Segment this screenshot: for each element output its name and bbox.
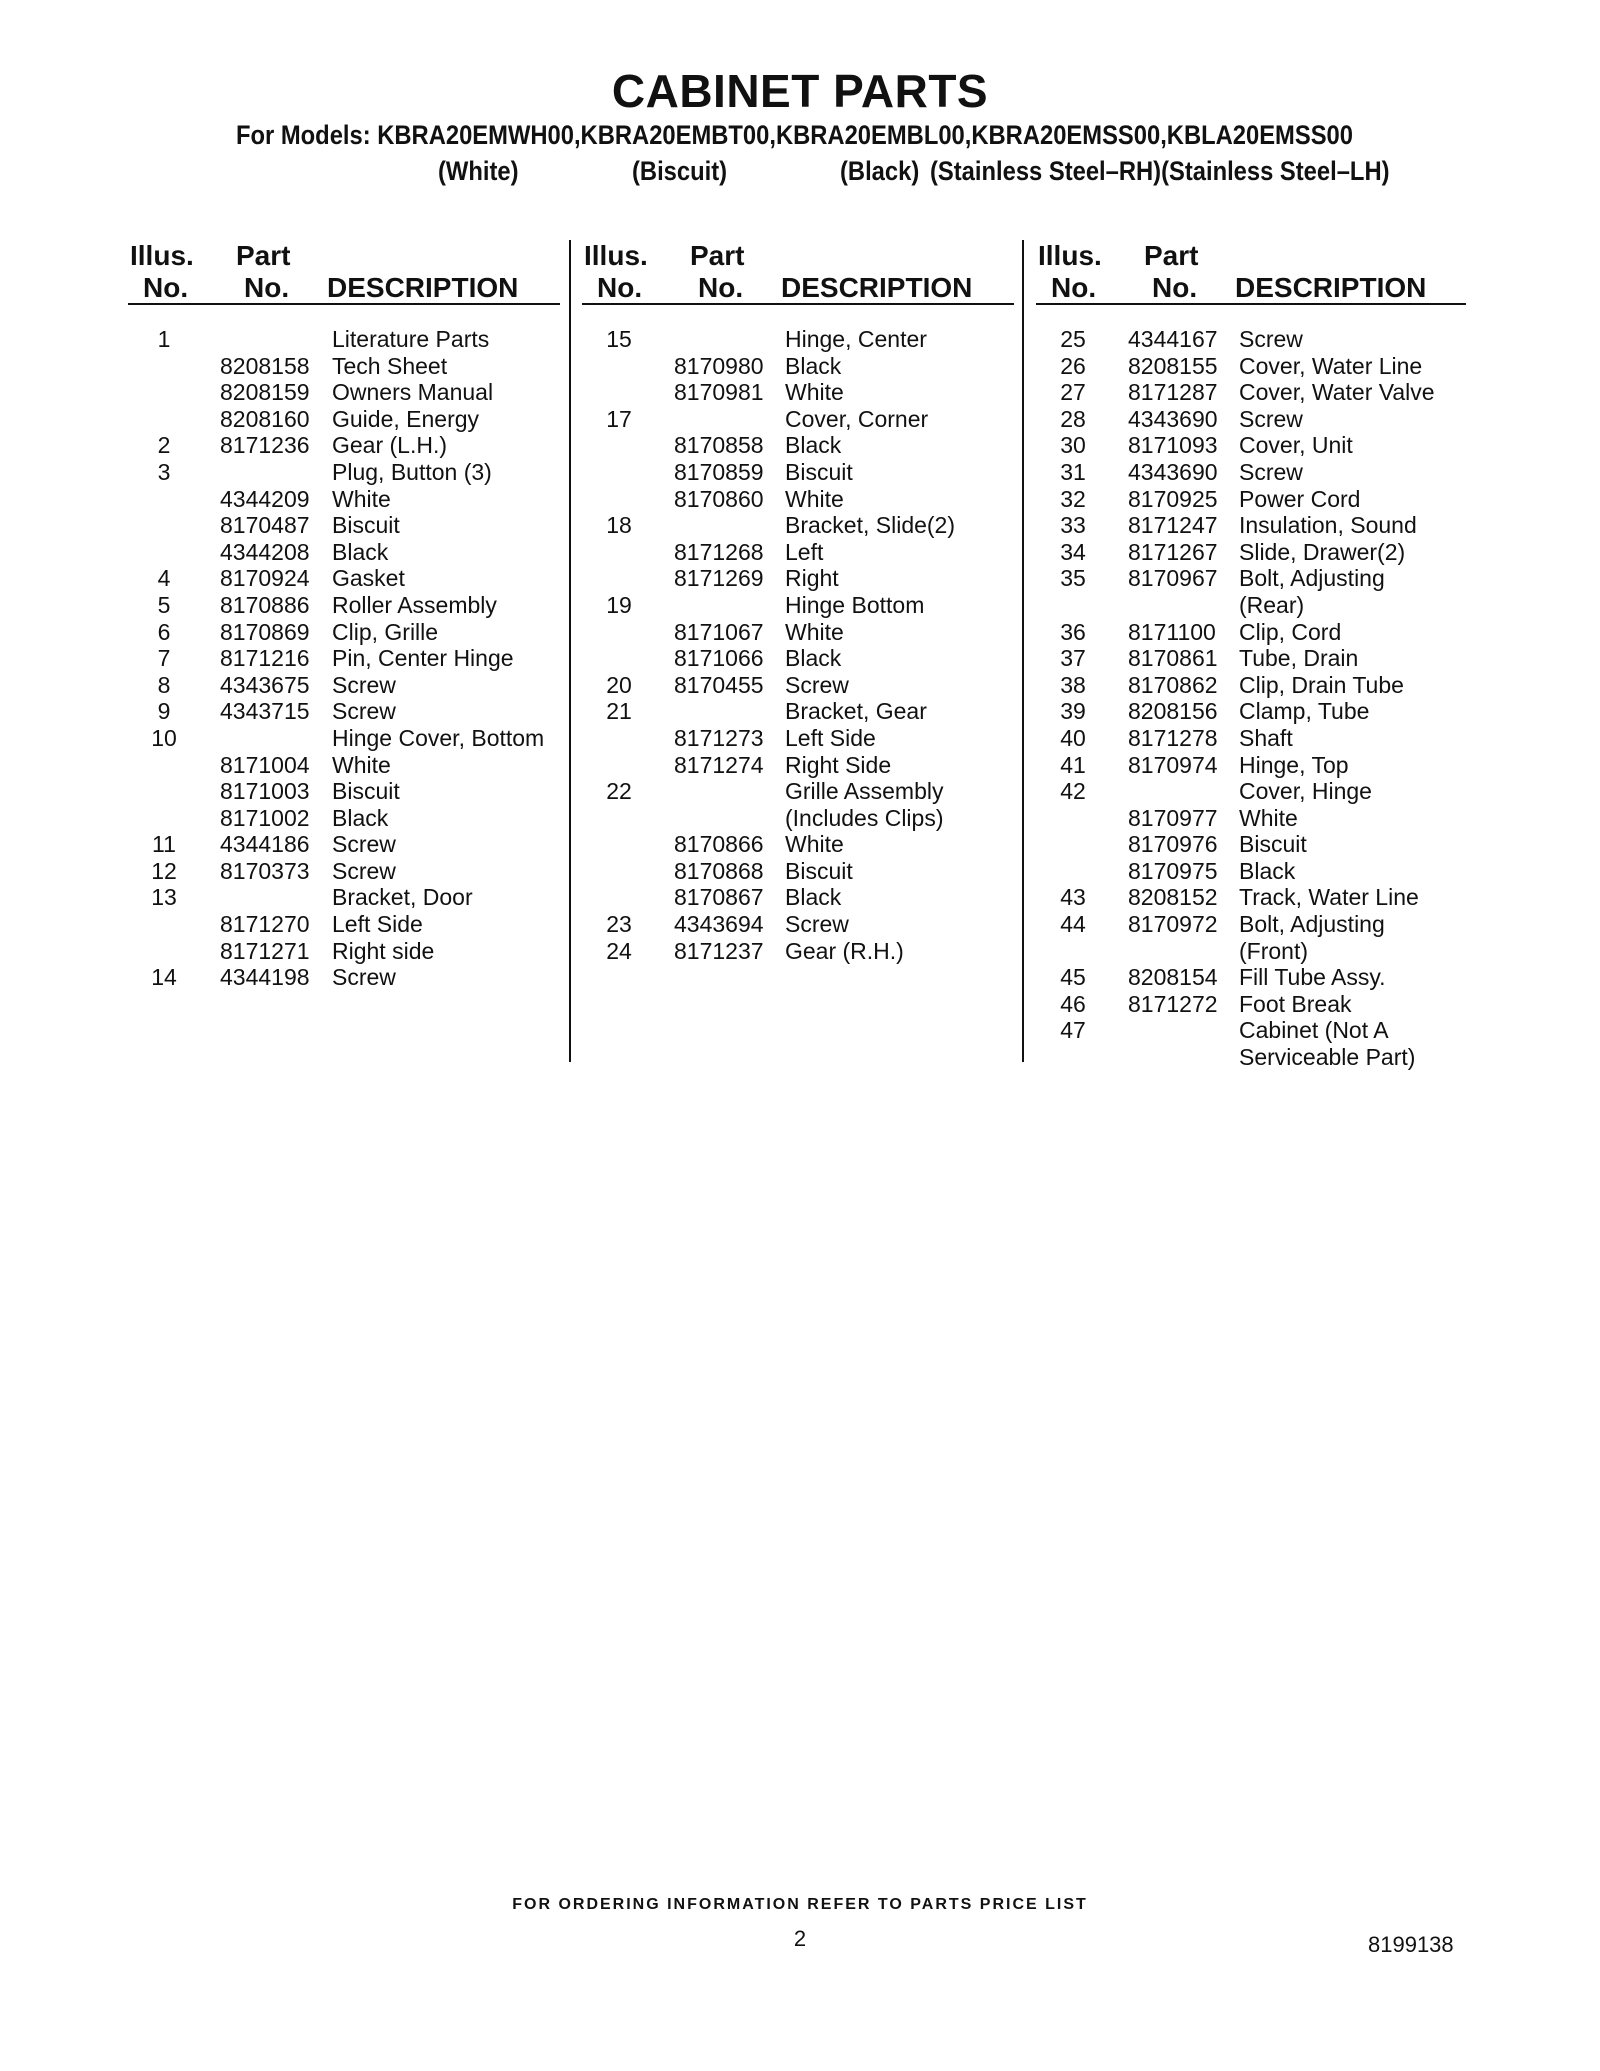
part-no: 8171004 [220, 751, 310, 778]
part-no: 8171003 [220, 778, 310, 805]
parts-row [0, 379, 1480, 406]
part-no: 8170860 [674, 485, 764, 512]
part-no: 8171067 [674, 618, 764, 645]
header-rule [128, 303, 560, 305]
part-no: 8171278 [1128, 724, 1218, 751]
illus-no: 45 [1060, 964, 1086, 991]
part-no: 8171267 [1128, 538, 1218, 565]
part-no: 8170972 [1128, 911, 1218, 938]
part-no: 8170925 [1128, 485, 1218, 512]
illus-no: 21 [606, 698, 632, 725]
parts-row [0, 1017, 1480, 1044]
description: Biscuit [1239, 831, 1307, 858]
description: Owners Manual [332, 379, 494, 406]
variant-white: (White) [438, 156, 519, 186]
description: Screw [1239, 458, 1303, 485]
illus-no: 43 [1060, 884, 1086, 911]
parts-row [0, 539, 1480, 566]
model-variants [0, 156, 1600, 190]
illus-no-header: No. [1051, 272, 1097, 303]
description: Right [785, 565, 839, 592]
header-rule [1036, 303, 1466, 305]
parts-row [0, 619, 1480, 646]
part-no: 4343694 [674, 911, 764, 938]
part-no: 8208152 [1128, 884, 1218, 911]
parts-row [0, 884, 1480, 911]
parts-row [0, 938, 1480, 965]
illus-no: 22 [606, 778, 632, 805]
part-no: 8208155 [1128, 352, 1218, 379]
part-no: 8170867 [674, 884, 764, 911]
description: (Includes Clips) [785, 804, 944, 831]
part-no: 4344209 [220, 485, 310, 512]
illus-no: 20 [606, 671, 632, 698]
illus-no: 41 [1060, 751, 1086, 778]
description: Screw [332, 964, 396, 991]
part-no: 8170977 [1128, 804, 1218, 831]
part-no: 8170859 [674, 458, 764, 485]
description: Literature Parts [332, 326, 490, 352]
part-no: 8170858 [674, 432, 764, 459]
illus-no: 12 [151, 857, 177, 884]
part-no: 8171270 [220, 911, 310, 938]
illus-no: 10 [151, 724, 177, 751]
description: Bolt, Adjusting [1239, 911, 1385, 938]
description: Clip, Cord [1239, 618, 1342, 645]
document-number: 8199138 [1368, 1932, 1454, 1957]
part-no: 8170886 [220, 591, 310, 618]
description: White [332, 485, 391, 512]
description: Slide, Drawer(2) [1239, 538, 1406, 565]
part-no: 8171274 [674, 751, 764, 778]
ordering-note: FOR ORDERING INFORMATION REFER TO PARTS PRICE LIST [512, 1896, 1088, 1913]
parts-row [0, 991, 1480, 1018]
description: White [785, 831, 844, 858]
parts-row [0, 353, 1480, 380]
illus-no: 1 [157, 326, 171, 352]
illus-no: 46 [1060, 990, 1086, 1017]
variant-biscuit: (Biscuit) [632, 156, 728, 186]
description: Hinge Cover, Bottom [332, 724, 545, 751]
description: Biscuit [785, 857, 853, 884]
description: Screw [332, 831, 396, 858]
part-no: 4343690 [1128, 405, 1218, 432]
part-no: 8171236 [220, 432, 310, 459]
part-no: 4344208 [220, 538, 310, 565]
part-no: 8171287 [1128, 379, 1218, 406]
illus-no: 19 [606, 591, 632, 618]
part-no: 8171002 [220, 804, 310, 831]
illus-no: 26 [1060, 352, 1086, 379]
illus-no: 4 [157, 565, 171, 592]
description: Biscuit [332, 512, 400, 539]
parts-column-3 [0, 326, 1480, 1071]
description: Tech Sheet [332, 352, 448, 379]
part-no: 8171271 [220, 937, 310, 964]
description: Screw [785, 911, 849, 938]
description: Right side [332, 937, 435, 964]
parts-row [0, 326, 1480, 353]
description: Hinge, Center [785, 326, 927, 352]
description: Plug, Button (3) [332, 458, 492, 485]
parts-row [0, 911, 1480, 938]
description: Roller Assembly [332, 591, 497, 618]
illus-no: 13 [151, 884, 177, 911]
description: Cover, Water Valve [1239, 379, 1435, 406]
part-no-header: No. [1152, 272, 1198, 303]
description: White [785, 379, 844, 406]
illus-no: 35 [1060, 565, 1086, 592]
part-no: 8171272 [1128, 990, 1218, 1017]
illus-no: 7 [157, 645, 171, 672]
parts-row [0, 645, 1480, 672]
illus-no-header: No. [597, 272, 643, 303]
illus-no: 27 [1060, 379, 1086, 406]
part-no: 8171066 [674, 645, 764, 672]
part-no: 8208159 [220, 379, 310, 406]
header-rule [582, 303, 1014, 305]
part-no: 8171237 [674, 937, 764, 964]
parts-row [0, 752, 1480, 779]
part-no: 8171100 [1128, 618, 1216, 645]
description: Bracket, Door [332, 884, 473, 911]
description: Screw [332, 698, 396, 725]
description: Black [785, 352, 842, 379]
description: Gear (R.H.) [785, 937, 904, 964]
description: Tube, Drain [1239, 645, 1359, 672]
part-no: 8170974 [1128, 751, 1218, 778]
illus-no: 40 [1060, 724, 1086, 751]
part-no: 4343675 [220, 671, 310, 698]
description: Fill Tube Assy. [1239, 964, 1386, 991]
parts-row [0, 858, 1480, 885]
part-no: 8170455 [674, 671, 764, 698]
description: Screw [785, 671, 849, 698]
part-no: 8170487 [220, 512, 310, 539]
description: Shaft [1239, 724, 1293, 751]
part-no: 8170868 [674, 857, 764, 884]
illus-no: 8 [157, 671, 171, 698]
illus-header: Illus. [584, 240, 648, 271]
part-no: 4344167 [1128, 326, 1218, 352]
part-no: 8170373 [220, 857, 310, 884]
illus-no: 37 [1060, 645, 1086, 672]
description: White [1239, 804, 1298, 831]
description: Bolt, Adjusting [1239, 565, 1385, 592]
description: Black [332, 538, 389, 565]
illus-no: 17 [606, 405, 632, 432]
part-no: 4343690 [1128, 458, 1218, 485]
parts-row [0, 592, 1480, 619]
parts-row [0, 512, 1480, 539]
part-header: Part [236, 240, 291, 271]
variant-black: (Black) [840, 156, 920, 186]
parts-row [0, 778, 1480, 805]
description: Hinge, Top [1239, 751, 1349, 778]
illus-no: 42 [1060, 778, 1086, 805]
part-no-header: No. [244, 272, 290, 303]
page-title: CABINET PARTS [611, 65, 989, 117]
description-header: DESCRIPTION [327, 272, 519, 303]
description: Cover, Corner [785, 405, 929, 432]
part-no: 4343715 [220, 698, 310, 725]
part-no: 8171273 [674, 724, 764, 751]
description: White [785, 618, 844, 645]
illus-no: 39 [1060, 698, 1086, 725]
description: Gasket [332, 565, 405, 592]
description: (Front) [1239, 937, 1308, 964]
parts-row [0, 565, 1480, 592]
part-no: 8208156 [1128, 698, 1218, 725]
description: Cover, Hinge [1239, 778, 1372, 805]
illus-header: Illus. [1038, 240, 1102, 271]
description-header: DESCRIPTION [1235, 272, 1427, 303]
description: Clamp, Tube [1239, 698, 1370, 725]
part-header: Part [690, 240, 745, 271]
description: Screw [1239, 326, 1303, 352]
part-no: 8170981 [674, 379, 764, 406]
part-no: 8170924 [220, 565, 310, 592]
illus-no: 14 [151, 964, 177, 991]
description: Screw [332, 857, 396, 884]
description: Track, Water Line [1239, 884, 1419, 911]
part-no: 4344186 [220, 831, 310, 858]
part-no: 8171247 [1128, 512, 1218, 539]
description: Black [785, 645, 842, 672]
illus-no: 5 [157, 591, 171, 618]
part-no: 8171269 [674, 565, 764, 592]
illus-no: 47 [1060, 1017, 1086, 1044]
illus-no: 2 [157, 432, 171, 459]
parts-row [0, 1044, 1480, 1071]
parts-row [0, 725, 1480, 752]
illus-no: 31 [1060, 458, 1086, 485]
description: Gear (L.H.) [332, 432, 448, 459]
parts-row [0, 805, 1480, 832]
description: Grille Assembly [785, 778, 944, 805]
description: Black [332, 804, 389, 831]
illus-no: 38 [1060, 671, 1086, 698]
illus-no: 36 [1060, 618, 1086, 645]
variant-stainless: (Stainless Steel–RH)(Stainless Steel–LH) [930, 156, 1390, 186]
description: Cover, Water Line [1239, 352, 1423, 379]
illus-no: 18 [606, 512, 632, 539]
part-no: 8170967 [1128, 565, 1218, 592]
illus-no: 6 [157, 618, 171, 645]
description: Guide, Energy [332, 405, 480, 432]
illus-no: 28 [1060, 405, 1086, 432]
parts-row [0, 831, 1480, 858]
illus-no: 34 [1060, 538, 1086, 565]
part-no: 8171093 [1128, 432, 1218, 459]
parts-row [0, 672, 1480, 699]
description: Right Side [785, 751, 892, 778]
description: Bracket, Gear [785, 698, 927, 725]
illus-no: 24 [606, 937, 632, 964]
description: Cabinet (Not A [1239, 1017, 1389, 1044]
description: Screw [1239, 405, 1303, 432]
parts-row [0, 459, 1480, 486]
part-no: 8208160 [220, 405, 310, 432]
part-header: Part [1144, 240, 1199, 271]
description: Black [785, 884, 842, 911]
part-no: 8208158 [220, 352, 310, 379]
part-no-header: No. [698, 272, 744, 303]
description: (Rear) [1239, 591, 1305, 618]
part-no: 8170975 [1128, 857, 1218, 884]
description: Black [785, 432, 842, 459]
description: Pin, Center Hinge [332, 645, 514, 672]
description: Black [1239, 857, 1296, 884]
part-no: 8171268 [674, 538, 764, 565]
part-no: 8170980 [674, 352, 764, 379]
description: Left [785, 538, 824, 565]
illus-no: 15 [606, 326, 632, 352]
part-no: 8208154 [1128, 964, 1218, 991]
part-no: 4344198 [220, 964, 310, 991]
description: Left Side [785, 724, 876, 751]
description: White [785, 485, 844, 512]
description: Insulation, Sound [1239, 512, 1417, 539]
part-no: 8170866 [674, 831, 764, 858]
part-no: 8170861 [1128, 645, 1218, 672]
illus-no: 11 [152, 831, 176, 858]
description: Hinge Bottom [785, 591, 925, 618]
illus-no: 33 [1060, 512, 1086, 539]
models-line: For Models: KBRA20EMWH00,KBRA20EMBT00,KBRA20EMBL00,KBRA20EMSS00,KBLA20EMSS00 [236, 120, 1353, 150]
illus-no: 30 [1060, 432, 1086, 459]
description: Clip, Grille [332, 618, 439, 645]
description: Biscuit [785, 458, 853, 485]
description: Power Cord [1239, 485, 1361, 512]
part-no: 8170976 [1128, 831, 1218, 858]
illus-no: 9 [157, 698, 171, 725]
illus-no: 32 [1060, 485, 1086, 512]
part-no: 8170862 [1128, 671, 1218, 698]
description-header: DESCRIPTION [781, 272, 973, 303]
parts-row [0, 964, 1480, 991]
description: Cover, Unit [1239, 432, 1353, 459]
illus-no: 3 [157, 458, 171, 485]
part-no: 8171216 [220, 645, 310, 672]
description: Screw [332, 671, 396, 698]
description: Foot Break [1239, 990, 1352, 1017]
illus-no: 44 [1060, 911, 1086, 938]
description: Left Side [332, 911, 423, 938]
parts-row [0, 406, 1480, 433]
part-no: 8170869 [220, 618, 310, 645]
illus-no: 25 [1060, 326, 1086, 352]
parts-row [0, 432, 1480, 459]
page-number: 2 [793, 1926, 807, 1951]
parts-row [0, 486, 1480, 513]
description: Clip, Drain Tube [1239, 671, 1404, 698]
illus-header: Illus. [130, 240, 194, 271]
illus-no: 23 [606, 911, 632, 938]
description: Bracket, Slide(2) [785, 512, 956, 539]
illus-no-header: No. [143, 272, 189, 303]
description: White [332, 751, 391, 778]
description: Serviceable Part) [1239, 1044, 1416, 1071]
description: Biscuit [332, 778, 400, 805]
parts-row [0, 698, 1480, 725]
